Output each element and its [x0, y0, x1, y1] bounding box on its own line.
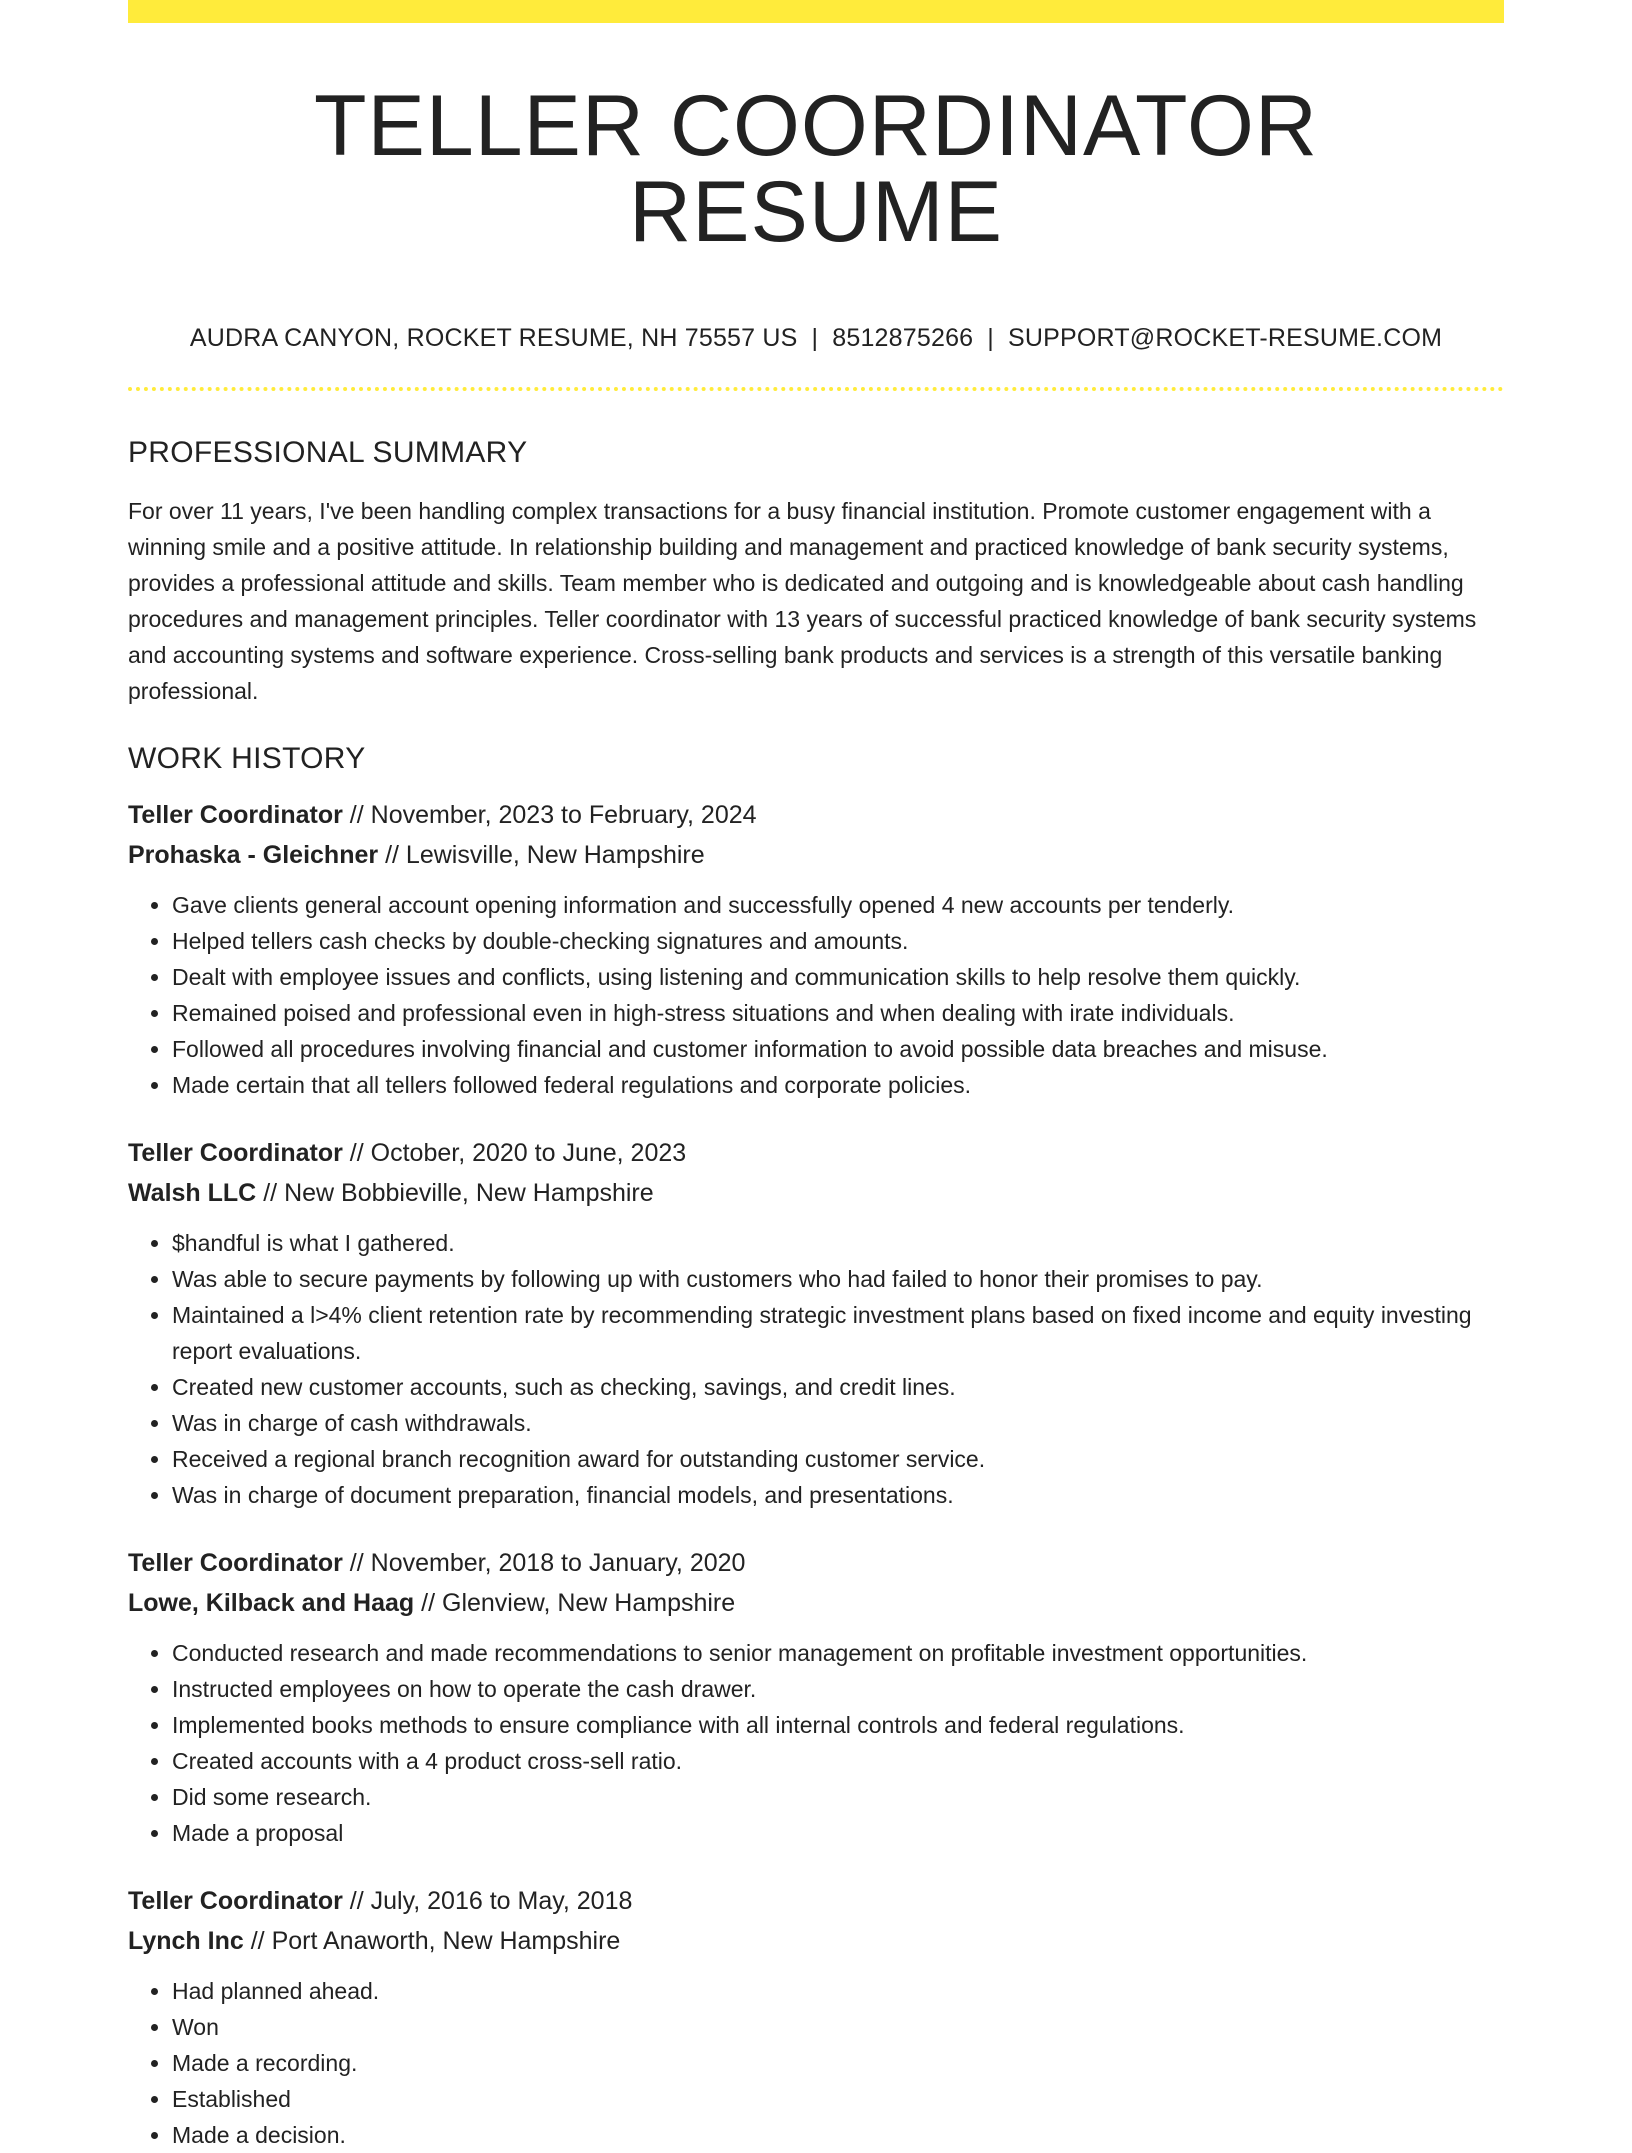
job-separator: // [349, 1887, 364, 1915]
job-title-line [128, 1543, 1504, 1583]
job-company-line [128, 1173, 1504, 1213]
job-bullet: • Helped tellers cash checks by double-checking signatures and amounts. [172, 923, 1504, 959]
job-bullet-list [128, 1973, 1504, 2153]
job-title-line [128, 1881, 1504, 1921]
job-bullet: • Made a recording. [172, 2045, 1504, 2081]
job-entry [128, 1133, 1504, 1513]
job-separator: // [349, 1139, 364, 1167]
contact-line [128, 323, 1504, 353]
resume-page [128, 0, 1504, 2153]
job-location: New Bobbieville, New Hampshire [284, 1179, 654, 1207]
job-company-line [128, 1583, 1504, 1623]
job-bullet-list [128, 887, 1504, 1103]
page-title: TELLER COORDINATOR RESUME [314, 78, 1318, 260]
job-bullet-list [128, 1635, 1504, 1851]
job-dates: November, 2023 to February, 2024 [370, 801, 757, 829]
job-dates: October, 2020 to June, 2023 [370, 1139, 687, 1167]
job-bullet: • Established [172, 2081, 1504, 2117]
job-company: Lowe, Kilback and Haag [128, 1589, 415, 1617]
job-entry [128, 1543, 1504, 1851]
job-location: Glenview, New Hampshire [442, 1589, 736, 1617]
job-bullet: • Created accounts with a 4 product cross-sell ratio. [172, 1743, 1504, 1779]
job-dates: July, 2016 to May, 2018 [370, 1887, 633, 1915]
job-bullet: • Was in charge of document preparation, financial models, and presentations. [172, 1477, 1504, 1513]
job-entry [128, 1881, 1504, 2153]
job-bullet: • Received a regional branch recognition award for outstanding customer service. [172, 1441, 1504, 1477]
job-bullet: • Implemented books methods to ensure compliance with all internal controls and federal regulations. [172, 1707, 1504, 1743]
summary-text: For over 11 years, I've been handling complex transactions for a busy financial institution. Promote customer engagement with a winning smile and a positive attitude. In relationship building and management and practiced knowledge of bank security systems, provides a professional attitude and skills. Team member who is dedicated and outgoing and is knowledgeable about cash handling procedures and management principles. Teller coordinator with 13 years of successful practiced knowledge of bank security systems and accounting systems and software experience. Cross-selling bank products and services is a strength of this versatile banking professional. [128, 498, 1477, 704]
job-bullet: • Made a proposal [172, 1815, 1504, 1851]
job-separator: // [349, 1549, 364, 1577]
job-bullet: • Did some research. [172, 1779, 1504, 1815]
job-bullet: • Dealt with employee issues and conflicts, using listening and communication skills to help resolve them quickly. [172, 959, 1504, 995]
job-bullet: • Remained poised and professional even in high-stress situations and when dealing with irate individuals. [172, 995, 1504, 1031]
contact-email: SUPPORT@ROCKET-RESUME.COM [1008, 324, 1443, 352]
job-bullet: • Was able to secure payments by following up with customers who had failed to honor their promises to pay. [172, 1261, 1504, 1297]
job-separator: // [250, 1927, 265, 1955]
job-location: Port Anaworth, New Hampshire [271, 1927, 621, 1955]
job-bullet: • Was in charge of cash withdrawals. [172, 1405, 1504, 1441]
job-title-line [128, 795, 1504, 835]
job-separator: // [263, 1179, 278, 1207]
job-bullet: • Made a decision. [172, 2117, 1504, 2153]
job-bullet: • Had planned ahead. [172, 1973, 1504, 2009]
job-title: Teller Coordinator [128, 801, 343, 829]
job-title: Teller Coordinator [128, 1139, 343, 1167]
job-dates: November, 2018 to January, 2020 [370, 1549, 746, 1577]
job-bullet: • Gave clients general account opening information and successfully opened 4 new accounts per tenderly. [172, 887, 1504, 923]
contact-address: AUDRA CANYON, ROCKET RESUME, NH 75557 US [189, 324, 798, 352]
job-location: Lewisville, New Hampshire [405, 841, 705, 869]
job-bullet: • Conducted research and made recommendations to senior management on profitable investment opportunities. [172, 1635, 1504, 1671]
work-history-heading: WORK HISTORY [128, 742, 366, 775]
job-title-line [128, 1133, 1504, 1173]
job-title: Teller Coordinator [128, 1549, 343, 1577]
summary-heading: PROFESSIONAL SUMMARY [128, 436, 528, 469]
job-company: Prohaska - Gleichner [128, 841, 379, 869]
job-separator: // [385, 841, 399, 869]
work-history-list [128, 795, 1504, 2153]
job-separator: // [421, 1589, 436, 1617]
job-company: Walsh LLC [128, 1179, 257, 1207]
contact-separator: | [987, 324, 994, 352]
contact-phone: 8512875266 [832, 324, 974, 352]
job-bullet: • Created new customer accounts, such as checking, savings, and credit lines. [172, 1369, 1504, 1405]
contact-separator: | [811, 324, 819, 352]
job-bullet-list [128, 1225, 1504, 1513]
job-bullet: • Followed all procedures involving financial and customer information to avoid possible data breaches and misuse. [172, 1031, 1504, 1067]
job-company: Lynch Inc [128, 1927, 244, 1955]
job-bullet: • Maintained a l>4% client retention rate by recommending strategic investment plans based on fixed income and equity investing report evaluations. [172, 1297, 1504, 1369]
job-bullet: • Won [172, 2009, 1504, 2045]
job-bullet: • Made certain that all tellers followed federal regulations and corporate policies. [172, 1067, 1504, 1103]
job-entry [128, 795, 1504, 1103]
dotted-divider [128, 387, 1504, 391]
job-company-line [128, 1921, 1504, 1961]
job-company-line [128, 835, 1504, 875]
job-bullet: • $handful is what I gathered. [172, 1225, 1504, 1261]
job-separator: // [349, 801, 364, 829]
job-bullet: • Instructed employees on how to operate the cash drawer. [172, 1671, 1504, 1707]
top-accent-bar [128, 0, 1504, 23]
job-title: Teller Coordinator [128, 1887, 343, 1915]
